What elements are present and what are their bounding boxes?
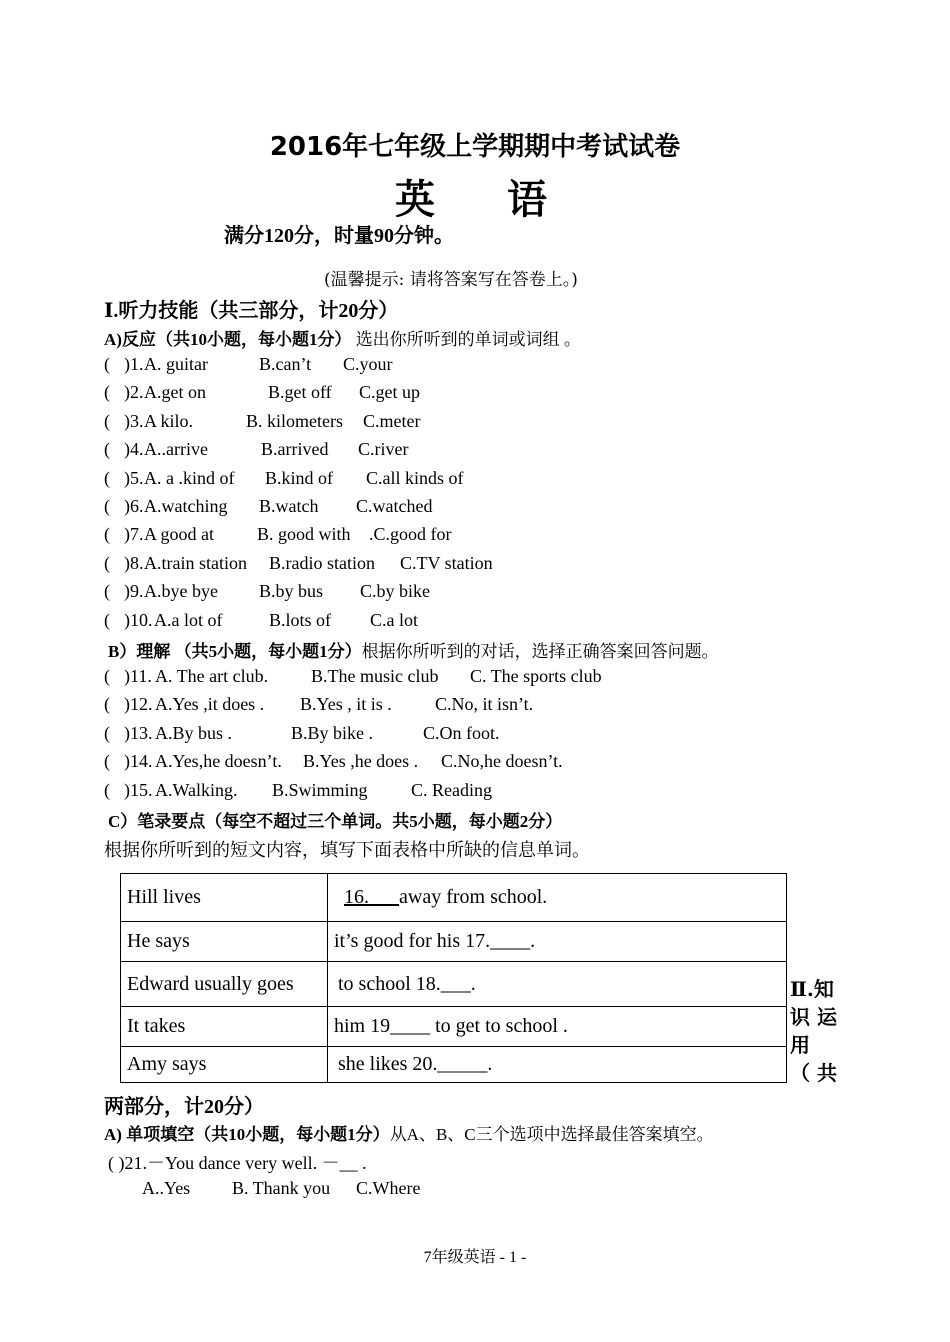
side-line: Ⅱ.知 (790, 977, 834, 1001)
table-row (121, 874, 787, 922)
question-row (104, 780, 492, 801)
option-b: B.arrived (261, 439, 329, 460)
option-a: A..arrive (144, 439, 208, 460)
page-footer: 7年级英语 - 1 - (423, 1249, 527, 1266)
option-a: A kilo. (144, 410, 194, 431)
part1-b-heading (108, 637, 719, 662)
question-number: )6. (124, 496, 144, 516)
answer-paren: ( (104, 694, 110, 715)
question-row (104, 723, 500, 744)
option-a: A.a lot of (154, 609, 223, 630)
table-cell-left: Edward usually goes (121, 962, 328, 1007)
table-row (121, 962, 787, 1007)
answer-paren: ( (104, 382, 110, 403)
part2-side-heading (790, 975, 850, 1087)
option-b: B.watch (259, 496, 319, 516)
option-c: C.all kinds of (366, 467, 464, 488)
option-b: B.by bus (259, 581, 324, 602)
table-cell-right-text: away from school. (399, 886, 548, 908)
subject-heading (395, 168, 547, 225)
answer-paren: ( (104, 779, 110, 800)
option-a: A. a .kind of (144, 467, 235, 488)
table-cell-right: she likes 20._____. (328, 1047, 787, 1083)
option-a: A.watching (144, 496, 228, 516)
option-b: B. Thank you (232, 1178, 331, 1198)
table-cell-left: Hill lives (121, 874, 328, 922)
question-number: )9. (124, 581, 144, 602)
option-c: C. The sports club (470, 666, 602, 686)
question-number: )8. (124, 552, 144, 573)
question-row (104, 354, 393, 375)
subject-char-1: 英 (395, 177, 435, 223)
answer-paren: ( (104, 467, 110, 488)
option-c: C.No, it isn’t. (435, 694, 534, 715)
question-row (104, 553, 493, 574)
option-c: C.your (343, 354, 393, 374)
option-a: A.By bus . (155, 722, 233, 743)
option-a: A.bye bye (144, 581, 218, 602)
question-number: )13. (124, 722, 153, 743)
subject-char-2: 语 (507, 177, 547, 223)
part2-a-heading (104, 1120, 714, 1145)
answer-paren: ( (104, 496, 110, 516)
question-number: )4. (124, 439, 144, 460)
part1-a-heading (104, 325, 581, 350)
table-cell-left: He says (121, 922, 328, 962)
answer-paren: ( (104, 581, 110, 602)
answer-paren: ( (104, 524, 110, 545)
option-b: B.radio station (269, 552, 375, 573)
answer-paren: ( (104, 354, 110, 374)
table-cell-right (328, 874, 787, 922)
option-c: C.watched (356, 496, 433, 516)
option-a: A good at (144, 524, 214, 545)
table-cell-right: to school 18.___. (328, 962, 787, 1007)
question-row (104, 666, 602, 687)
score-info: 满分120分，时量90分钟。 (224, 225, 454, 247)
question-row (104, 439, 408, 460)
side-line: 识 运 (790, 1005, 837, 1029)
table-row (121, 1047, 787, 1083)
side-line: （ 共 (790, 1061, 837, 1085)
option-b: B.can’t (259, 354, 312, 374)
part1-a-heading-bold: A)反应（共10小题，每小题1分） (104, 330, 352, 349)
table-row (121, 1007, 787, 1047)
answer-paren: ( (104, 552, 110, 573)
part2-a-heading-bold: A) 单项填空（共10小题，每小题1分） (104, 1125, 390, 1144)
table-cell-left: Amy says (121, 1047, 328, 1083)
question-number: )10. (124, 609, 153, 630)
option-c: C.On foot. (423, 722, 500, 743)
option-c: C.meter (363, 410, 421, 431)
part1-heading: Ⅰ.听力技能（共三部分，计20分） (104, 300, 399, 322)
option-b: B.Swimming (272, 779, 368, 800)
info-table (120, 873, 787, 1083)
warm-tip: (温馨提示: 请将答案写在答卷上。) (324, 270, 578, 290)
answer-paren: ( (104, 722, 110, 743)
option-a: A.Walking. (155, 779, 238, 800)
option-a: A..Yes (142, 1178, 191, 1198)
part1-b-heading-bold: B）理解 （共5小题，每小题1分） (108, 642, 362, 661)
option-a: A. guitar (144, 354, 208, 374)
table-cell-right: it’s good for his 17.____. (328, 922, 787, 962)
option-b: B. kilometers (246, 410, 343, 431)
table-cell-left: It takes (121, 1007, 328, 1047)
question-number: )12. (124, 694, 153, 715)
question-number: )14. (124, 751, 153, 772)
option-a: A. The art club. (155, 666, 269, 686)
question-number: )7. (124, 524, 144, 545)
part1-c-instruction: 根据你所听到的短文内容，填写下面表格中所缺的信息单词。 (104, 840, 590, 860)
option-c: C.a lot (370, 609, 418, 630)
question-row (104, 382, 420, 403)
exam-title: 2016年七年级上学期期中考试试卷 (269, 132, 681, 162)
part2-heading: 两部分，计20分） (104, 1096, 264, 1118)
table-row (121, 922, 787, 962)
part1-b-heading-rest: 根据你所听到的对话，选择正确答案回答问题。 (361, 642, 719, 661)
question-row (104, 581, 430, 602)
blank-16: 16.___ (344, 886, 399, 908)
table-cell-right: him 19____ to get to school . (328, 1007, 787, 1047)
option-b: B. good with (257, 524, 351, 545)
part1-c-heading: C）笔录要点（每空不超过三个单词。共5小题，每小题2分） (108, 812, 563, 831)
option-b: B.The music club (311, 666, 439, 686)
question-21: ( )21.－You dance very well. －__ . (108, 1153, 367, 1173)
answer-paren: ( (104, 439, 110, 460)
question-row (104, 468, 464, 489)
question-number: )2. (124, 382, 144, 403)
question-21-options (142, 1178, 420, 1199)
answer-paren: ( (104, 751, 110, 772)
option-a: A.Yes ,it does . (155, 694, 265, 715)
option-c: C.Where (356, 1178, 421, 1198)
option-b: B.Yes ,he does . (303, 751, 419, 772)
part2-a-heading-rest: 从A、B、C三个选项中选择最佳答案填空。 (389, 1125, 714, 1144)
side-line: 用 (790, 1033, 810, 1057)
option-b: B.get off (268, 382, 332, 403)
question-number: )3. (124, 410, 144, 431)
question-row (104, 610, 418, 631)
option-a: A.train station (144, 552, 247, 573)
answer-paren: ( (104, 666, 110, 686)
question-row (104, 524, 452, 545)
option-c: C. Reading (411, 779, 492, 800)
option-a: A.get on (144, 382, 206, 403)
question-row (104, 496, 432, 517)
question-number: )5. (124, 467, 144, 488)
question-number: )11. (124, 666, 152, 686)
option-b: B.By bike . (291, 722, 374, 743)
option-c: .C.good for (369, 524, 452, 545)
question-number: )15. (124, 779, 153, 800)
answer-paren: ( (104, 410, 110, 431)
option-c: C.TV station (400, 552, 493, 573)
part1-a-heading-rest: 选出你所听到的单词或词组 。 (351, 330, 581, 349)
question-row (104, 751, 563, 772)
option-c: C.by bike (360, 581, 430, 602)
question-number: )1. (124, 354, 144, 374)
answer-paren: ( (104, 609, 110, 630)
option-c: C.No,he doesn’t. (441, 751, 563, 772)
option-b: B.lots of (269, 609, 332, 630)
option-b: B.Yes , it is . (300, 694, 392, 715)
question-row (104, 694, 533, 715)
option-a: A.Yes,he doesn’t. (155, 751, 282, 772)
question-row (104, 411, 420, 432)
option-c: C.river (358, 439, 409, 460)
option-b: B.kind of (265, 467, 334, 488)
option-c: C.get up (359, 382, 420, 403)
